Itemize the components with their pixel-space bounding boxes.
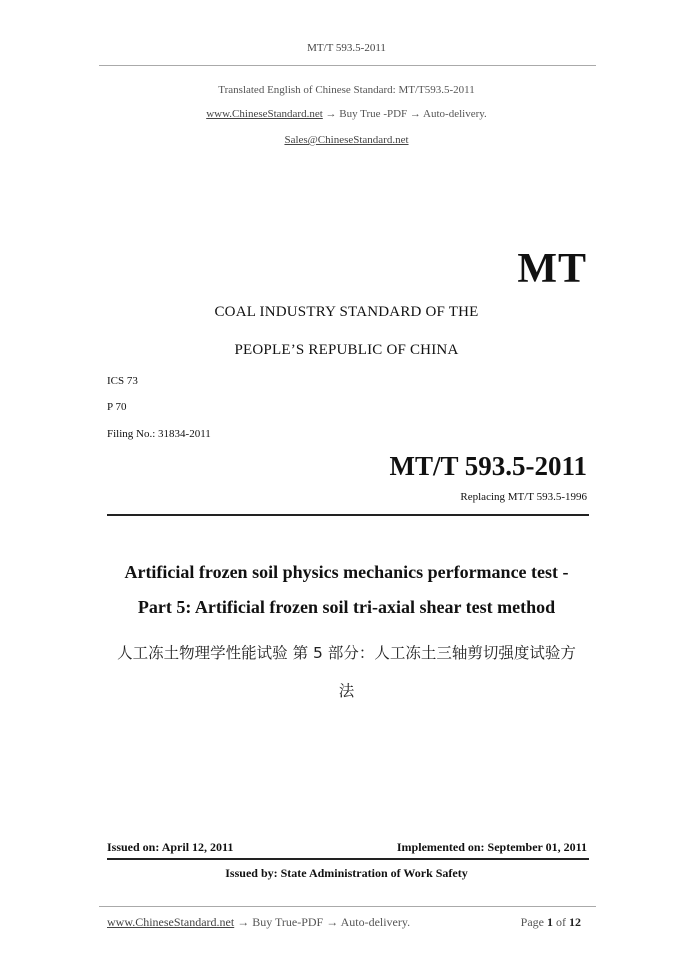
translation-notice: Translated English of Chinese Standard: MT/T593.5-2011 [218, 84, 475, 96]
running-header: MT/T 593.5-2011 [307, 42, 386, 54]
ics-code: ICS 73 [107, 375, 138, 387]
sales-email-link[interactable]: Sales@ChineseStandard.net [284, 134, 409, 146]
page-total: 12 [569, 915, 581, 929]
sales-contact [0, 134, 693, 146]
footer-purchase-text: → Buy True-PDF → Auto-delivery. [234, 915, 411, 929]
filing-number: Filing No.: 31834-2011 [107, 428, 211, 440]
page-prefix: Page [520, 915, 547, 929]
replacing-standard: Replacing MT/T 593.5-1996 [460, 491, 587, 503]
chinese-title-line-2: 法 [338, 682, 355, 700]
chinese-title-line-1: 人工冻土物理学性能试验 第 5 部分：人工冻土三轴剪切强度试验方 [117, 644, 576, 662]
purchase-text: → Buy True -PDF → Auto-delivery. [322, 108, 487, 120]
site-link[interactable]: www.ChineseStandard.net [206, 108, 323, 120]
ccs-code: P 70 [107, 401, 127, 413]
purchase-notice [0, 108, 693, 120]
page-of: of [553, 915, 569, 929]
issued-on: Issued on: April 12, 2011 [107, 840, 234, 854]
page-indicator [521, 915, 581, 930]
organization-line-2: PEOPLE’S REPUBLIC OF CHINA [234, 342, 459, 358]
standard-code: MT/T 593.5-2011 [389, 451, 587, 481]
english-title-line-1: Artificial frozen soil physics mechanics performance test - [124, 562, 569, 582]
english-title-line-2: Part 5: Artificial frozen soil tri-axial shear test method [137, 597, 556, 617]
title-divider [107, 514, 589, 516]
issuing-authority: Issued by: State Administration of Work Safety [225, 866, 468, 880]
footer-site-link[interactable]: www.ChineseStandard.net [107, 915, 235, 929]
dates-divider [107, 858, 589, 860]
implemented-on: Implemented on: September 01, 2011 [396, 840, 587, 854]
header-divider [99, 65, 596, 66]
footer-divider [99, 906, 596, 907]
standard-mark: MT [517, 246, 587, 292]
page-number: 1 [547, 915, 553, 929]
organization-line-1: COAL INDUSTRY STANDARD OF THE [214, 304, 479, 320]
footer-purchase-notice [107, 915, 410, 930]
